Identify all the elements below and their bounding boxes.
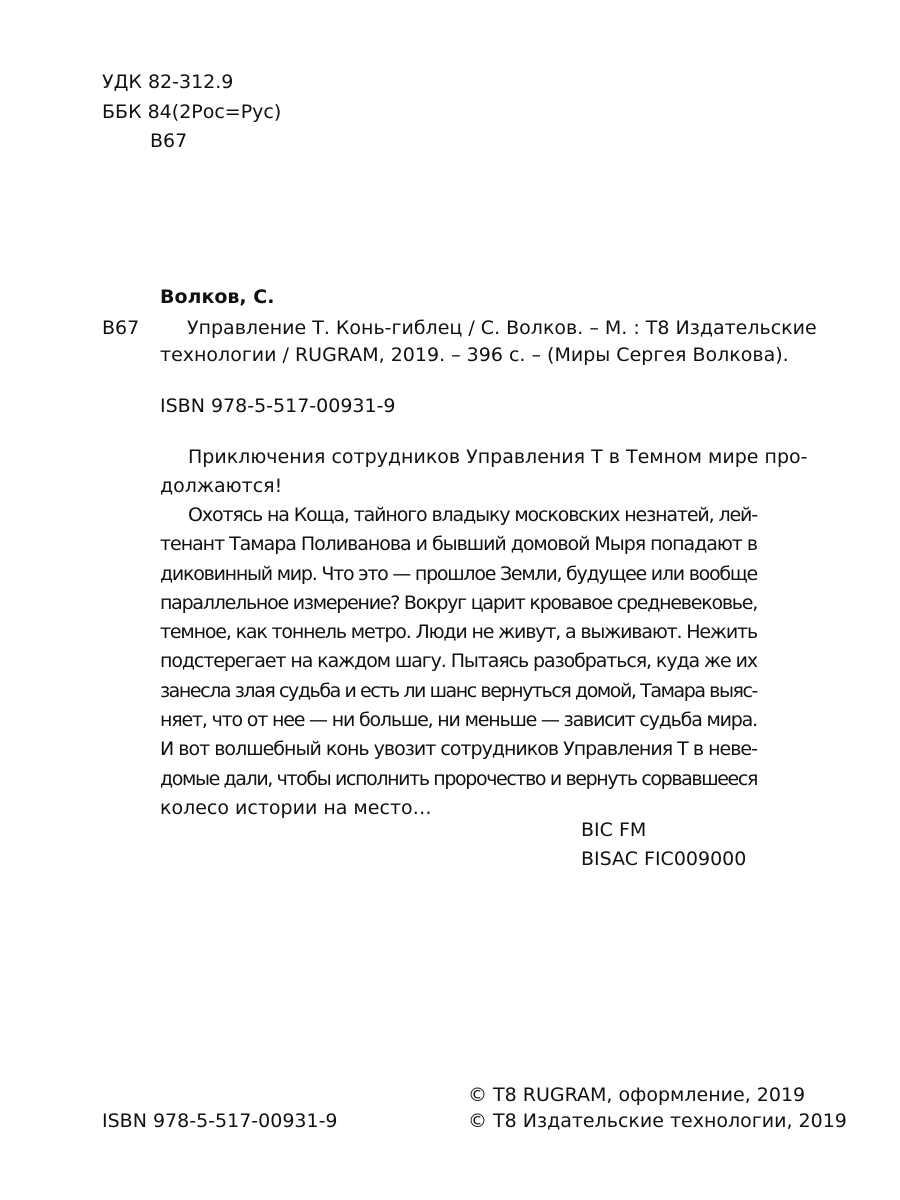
annotation-line: занесла злая судьба и есть ли шанс вернуться домой, Тамара выяс-	[160, 679, 757, 702]
annotation-line: диковинный мир. Что это — прошлое Земли, будущее или вообще	[160, 562, 757, 585]
author-heading: Волков, С.	[160, 286, 275, 308]
bbk-code: ББК 84(2Рос=Рус)	[102, 101, 282, 123]
annotation-line: Охотясь на Коща, тайного владыку московских незнатей, лей-	[188, 504, 757, 526]
copyright-design: © Т8 RUGRAM, оформление, 2019	[468, 1084, 806, 1106]
annotation-p1-line1: Приключения сотрудников Управления Т в Темном мире про-	[188, 446, 808, 468]
annotation-line: колесо истории на место…	[160, 796, 432, 819]
annotation-line: няет, что от нее — ни больше, ни меньше — зависит судьба мира.	[160, 709, 757, 732]
copyright-publisher: © Т8 Издательские технологии, 2019	[468, 1110, 847, 1132]
catalog-description-line2: технологии / RUGRAM, 2019. – 396 с. – (Миры Сергея Волкова).	[160, 344, 789, 366]
annotation-line: домые дали, чтобы исполнить пророчество и вернуть сорвавшееся	[160, 767, 757, 790]
annotation-line: подстерегает на каждом шагу. Пытаясь разобраться, куда же их	[160, 650, 757, 673]
catalog-author-mark: В67	[102, 317, 140, 339]
bic-code: BIC FM	[581, 819, 647, 841]
annotation-line: тенант Тамара Поливанова и бывший домовой Мыря попадают в	[160, 533, 757, 556]
catalog-description-line1: Управление Т. Конь-гиблец / С. Волков. – М. : Т8 Издательские	[187, 317, 817, 339]
annotation-paragraph	[160, 501, 757, 823]
author-mark: В67	[150, 130, 188, 152]
footer-isbn: ISBN 978-5-517-00931-9	[102, 1110, 338, 1132]
catalog-isbn: ISBN 978-5-517-00931-9	[160, 395, 396, 417]
annotation-p1-line2: должаются!	[160, 475, 283, 497]
bisac-code: BISAC FIC009000	[581, 848, 747, 870]
annotation-line: И вот волшебный конь увозит сотрудников Управления Т в неве-	[160, 738, 757, 761]
udk-code: УДК 82-312.9	[102, 71, 234, 93]
annotation-line: параллельное измерение? Вокруг царит кровавое средневековье,	[160, 591, 757, 614]
annotation-line: темное, как тоннель метро. Люди не живут, а выживают. Нежить	[160, 621, 757, 644]
